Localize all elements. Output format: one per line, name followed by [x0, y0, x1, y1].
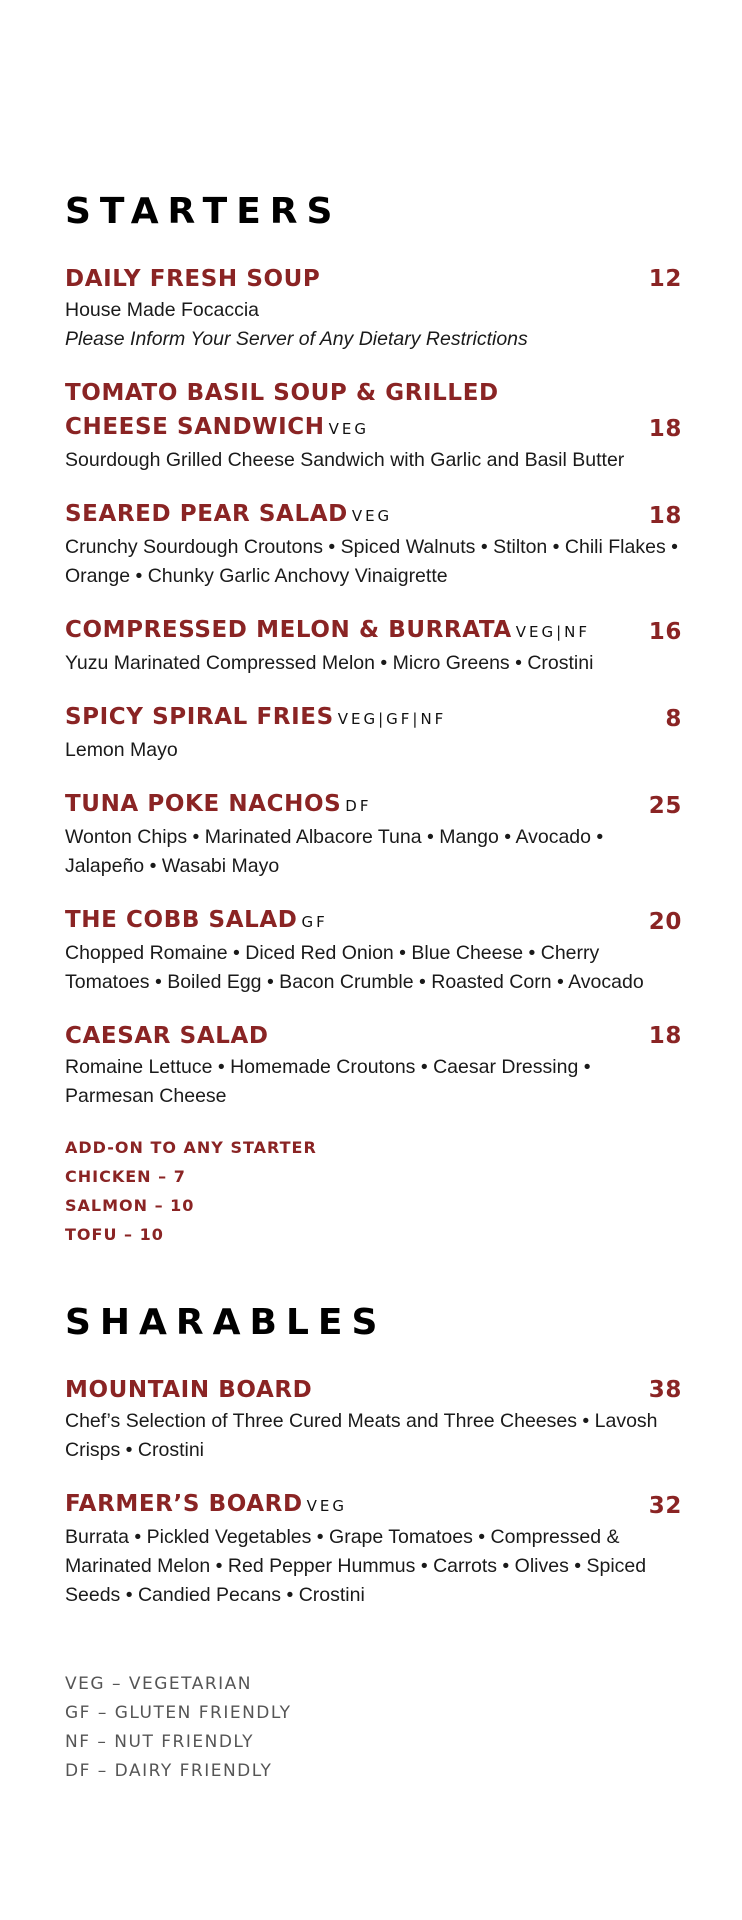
menu-item-tuna-poke-nachos: [65, 787, 682, 881]
menu-item-header: [65, 1487, 682, 1523]
menu-item-spicy-spiral-fries: [65, 700, 682, 765]
dietary-legend: [65, 1670, 682, 1786]
menu-item-name-wrap: [65, 613, 590, 649]
menu-item-header: [65, 903, 682, 939]
menu-item-note: Please Inform Your Server of Any Dietary Restrictions: [65, 328, 528, 350]
menu-item-name: TUNA POKE NACHOS: [65, 791, 342, 817]
menu-item-farmers-board: [65, 1487, 682, 1610]
menu-item-name-wrap: [65, 410, 369, 446]
menu-item-description: Chef’s Selection of Three Cured Meats and Three Cheeses • Lavosh Crisps • Crostini: [65, 1410, 658, 1461]
menu-item-caesar-salad: [65, 1019, 682, 1111]
menu-item-header: [65, 1373, 682, 1407]
menu-item-name: CAESAR SALAD: [65, 1023, 269, 1049]
menu-item-price: 8: [665, 706, 682, 732]
legend-item: GF – GLUTEN FRIENDLY: [65, 1703, 292, 1723]
menu-item-seared-pear-salad: [65, 497, 682, 591]
menu-item-name: MOUNTAIN BOARD: [65, 1377, 313, 1403]
legend-item: VEG – VEGETARIAN: [65, 1674, 253, 1694]
menu-item-price: 25: [648, 793, 682, 819]
menu-item-name-wrap: [65, 1487, 347, 1523]
menu-item-header: [65, 613, 682, 649]
menu-item-price: 32: [648, 1493, 682, 1519]
section-title-sharables: SHARABLES: [65, 1302, 387, 1343]
menu-item-name-wrap: [65, 903, 328, 939]
menu-item-price: 16: [648, 619, 682, 645]
section-title-starters: STARTERS: [65, 191, 342, 232]
menu-item-name: COMPRESSED MELON & BURRATA: [65, 617, 512, 643]
addon-item: CHICKEN – 7: [65, 1167, 186, 1186]
menu-item-daily-fresh-soup: [65, 262, 682, 354]
menu-item-name: CHEESE SANDWICH: [65, 414, 325, 440]
dietary-tag: VEG: [328, 420, 369, 438]
legend-item: DF – DAIRY FRIENDLY: [65, 1761, 273, 1781]
dietary-tag: VEG|NF: [515, 623, 591, 641]
addon-item: TOFU – 10: [65, 1225, 164, 1244]
menu-item-description: Wonton Chips • Marinated Albacore Tuna • Mango • Avocado • Jalapeño • Wasabi Mayo: [65, 826, 604, 877]
menu-item-description: Chopped Romaine • Diced Red Onion • Blue Cheese • Cherry Tomatoes • Boiled Egg • Bacon Crumble • Roasted Corn • Avocado: [65, 942, 644, 993]
addons-list: [65, 1133, 682, 1249]
menu-item-price: 18: [648, 1023, 682, 1049]
menu-item-name: THE COBB SALAD: [65, 907, 298, 933]
menu-item-tomato-basil-soup: [65, 376, 682, 475]
menu-item-header: [65, 1019, 682, 1053]
legend-item: NF – NUT FRIENDLY: [65, 1732, 255, 1752]
menu-item-name-wrap: [65, 787, 371, 823]
dietary-tag: VEG: [306, 1497, 348, 1515]
menu-item-mountain-board: [65, 1373, 682, 1465]
menu-item-description: House Made Focaccia: [65, 299, 260, 321]
menu-item-name: SEARED PEAR SALAD: [65, 501, 348, 527]
dietary-tag: VEG|GF|NF: [337, 710, 447, 728]
menu-item-description: Yuzu Marinated Compressed Melon • Micro Greens • Crostini: [65, 652, 594, 674]
menu-item-header: [65, 410, 682, 446]
menu-item-description: Sourdough Grilled Cheese Sandwich with Garlic and Basil Butter: [65, 449, 625, 471]
menu-item-header: [65, 700, 682, 736]
menu-item-price: 12: [648, 266, 682, 292]
menu-item-description: Lemon Mayo: [65, 739, 178, 761]
menu-item-compressed-melon-burrata: [65, 613, 682, 678]
dietary-tag: GF: [301, 913, 328, 931]
menu-item-header: [65, 262, 682, 296]
menu-item-name: DAILY FRESH SOUP: [65, 266, 321, 292]
menu-item-name-wrap: [65, 497, 392, 533]
menu-item-description: Burrata • Pickled Vegetables • Grape Tomatoes • Compressed & Marinated Melon • Red Pepper Hummus • Carrots • Olives • Spiced Seeds • Candied Pecans • Crostini: [65, 1526, 647, 1606]
dietary-tag: VEG: [351, 507, 393, 525]
menu-item-name: SPICY SPIRAL FRIES: [65, 704, 334, 730]
addon-item: SALMON – 10: [65, 1196, 195, 1215]
menu-item-description: Romaine Lettuce • Homemade Croutons • Caesar Dressing • Parmesan Cheese: [65, 1056, 591, 1107]
menu-item-header: [65, 497, 682, 533]
dietary-tag: DF: [345, 797, 372, 815]
menu-item-header: [65, 376, 682, 410]
menu-item-price: 18: [648, 416, 682, 442]
menu-item-cobb-salad: [65, 903, 682, 997]
menu-item-name-line-1: TOMATO BASIL SOUP & GRILLED: [65, 380, 499, 406]
addons-heading: ADD-ON TO ANY STARTER: [65, 1138, 317, 1157]
menu-item-name: FARMER’S BOARD: [65, 1491, 303, 1517]
menu-item-description: Crunchy Sourdough Croutons • Spiced Walnuts • Stilton • Chili Flakes • Orange • Chunky Garlic Anchovy Vinaigrette: [65, 536, 678, 587]
menu-item-price: 38: [648, 1377, 682, 1403]
menu-item-name-wrap: [65, 700, 446, 736]
menu-item-price: 20: [648, 909, 682, 935]
menu-item-header: [65, 787, 682, 823]
menu-item-price: 18: [648, 503, 682, 529]
